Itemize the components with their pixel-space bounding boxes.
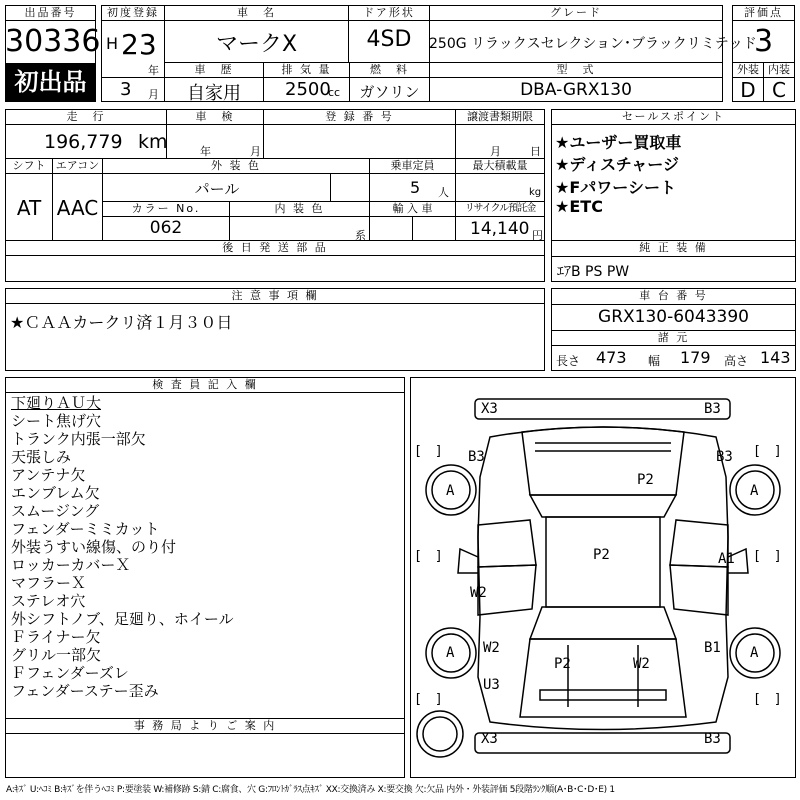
- color-label: 外 装 色: [102, 158, 370, 174]
- dims-label: 諸 元: [551, 330, 796, 346]
- chassis-label: 車 台 番 号: [551, 288, 796, 305]
- ac: AAC: [56, 196, 99, 220]
- mark-x3-front: X3: [481, 731, 498, 747]
- bracket-left-1: [ ]: [414, 444, 443, 459]
- disp-unit: cc: [328, 86, 341, 99]
- history: 自家用: [187, 83, 241, 104]
- parts-label: 後 日 発 送 部 品: [5, 240, 545, 256]
- rear-window: [530, 495, 676, 517]
- recycle-label: リサイクル預託金: [455, 201, 545, 217]
- inspector-line-2: シート焦げ穴: [11, 412, 102, 430]
- bracket-left-2: [ ]: [414, 549, 443, 564]
- name-label: 車 名: [164, 5, 349, 21]
- exterior-color: パール: [194, 180, 240, 198]
- insp-year-unit: 年: [200, 145, 211, 158]
- left-rear-door: [478, 520, 536, 567]
- inspector-line-11: マフラーＸ: [11, 574, 87, 592]
- intcolor-label: 内 装 色: [229, 201, 370, 217]
- mark-a-tire-rl: A: [446, 483, 455, 499]
- notes-label: 注 意 事 項 欄: [5, 288, 545, 304]
- mark-b1: B1: [704, 640, 721, 656]
- inspector-line-5: アンテナ欠: [11, 466, 86, 484]
- bracket-right-2: [ ]: [753, 549, 782, 564]
- chassis-number: GRX130-6043390: [598, 307, 749, 327]
- trunk-lid: [522, 427, 684, 495]
- colorno-label: カラー No.: [102, 201, 230, 217]
- ac-label: エアコン: [52, 158, 103, 174]
- bracket-right-1: [ ]: [753, 444, 782, 459]
- office-label: 事 務 局 よ り ご 案 内: [5, 718, 405, 734]
- inspector-line-16: Ｆフェンダーズレ: [11, 664, 129, 682]
- car-name: マークX: [215, 32, 298, 57]
- mark-b3-right: B3: [716, 449, 733, 465]
- reg-era: H: [106, 34, 119, 53]
- door-label: ドア形状: [348, 5, 430, 21]
- inspector-line-7: スムージング: [11, 502, 100, 520]
- height-label: 高さ: [724, 354, 749, 368]
- bracket-right-3: [ ]: [753, 692, 782, 707]
- inspector-line-15: グリル一部欠: [11, 646, 102, 664]
- spare-tire: [417, 711, 463, 757]
- shift: AT: [16, 196, 42, 220]
- front-bumper: [475, 733, 730, 753]
- lot-label: 出品番号: [5, 5, 96, 21]
- import-divider: [412, 216, 413, 241]
- color-number: 062: [149, 218, 183, 238]
- displacement: 2500: [285, 79, 331, 100]
- inspector-line-9: 外装うすい線傷、のり付: [11, 538, 177, 556]
- grille: [540, 690, 666, 700]
- length-label: 長さ: [556, 354, 581, 368]
- inspector-line-17: フェンダーステー歪み: [11, 682, 159, 700]
- model-label: 型 式: [429, 62, 723, 78]
- disp-label: 排 気 量: [263, 62, 350, 78]
- first-listing-text: 初出品: [14, 68, 87, 96]
- grade: 250G リラックスセレクション･ブラックリミテッド: [429, 36, 757, 52]
- parts-cell: [5, 255, 545, 282]
- inspector-line-8: フェンダーミミカット: [11, 520, 160, 538]
- recycle-unit: 円: [532, 229, 543, 242]
- plate-cell: [263, 124, 456, 159]
- grade-label: グレード: [429, 5, 723, 21]
- transfer-month-unit: 月: [490, 145, 501, 158]
- mark-w2-left: W2: [470, 585, 487, 601]
- mark-b3-front: B3: [704, 731, 721, 747]
- score-label: 評価点: [732, 5, 795, 21]
- windshield: [530, 607, 676, 639]
- mark-p2-trunk: P2: [637, 472, 654, 488]
- mark-b3-rear: B3: [704, 401, 721, 417]
- capacity-unit: 人: [438, 186, 449, 199]
- history-label: 車 歴: [164, 62, 264, 78]
- import-label: 輸 入 車: [369, 201, 456, 217]
- door-type: 4SD: [366, 27, 412, 52]
- inspector-line-4: 天張しみ: [11, 448, 72, 466]
- int-grade: C: [772, 78, 786, 102]
- equipment-label: 純 正 装 備: [551, 240, 796, 257]
- model: DBA-GRX130: [520, 80, 632, 100]
- inspection-label: 車 検: [166, 109, 264, 125]
- int-label: 内装: [763, 62, 795, 78]
- width-label: 幅: [648, 354, 661, 368]
- load-unit: kg: [529, 187, 542, 198]
- reg-label: 初度登録: [101, 5, 165, 21]
- mark-w2-hood: W2: [633, 656, 650, 672]
- capacity-label: 乗車定員: [369, 158, 456, 174]
- score: 3: [753, 24, 774, 59]
- plate-label: 登 録 番 号: [263, 109, 456, 125]
- length: 473: [596, 348, 627, 367]
- inspector-line-6: エンブレム欠: [11, 484, 100, 502]
- mileage-label: 走 行: [5, 109, 167, 125]
- color-divider: [330, 173, 331, 202]
- load-label: 最大積載量: [455, 158, 545, 174]
- width: 179: [680, 348, 711, 367]
- fuel: ガソリン: [359, 83, 420, 101]
- fuel-label: 燃 料: [349, 62, 430, 78]
- mark-w2-left2: W2: [483, 640, 500, 656]
- inspector-line-10: ロッカーカバーＸ: [11, 556, 131, 574]
- mileage: 196,779: [44, 131, 123, 153]
- capacity: 5: [410, 178, 421, 197]
- shift-label: シフト: [5, 158, 53, 174]
- body-outline: [478, 427, 728, 730]
- transfer-day-unit: 日: [530, 145, 541, 158]
- insp-month-unit: 月: [250, 145, 261, 158]
- mark-u3: U3: [483, 677, 500, 693]
- sales-point-4: ★ETC: [555, 197, 603, 216]
- intcolor-cell: [229, 216, 370, 241]
- ext-grade: D: [740, 78, 756, 102]
- left-mirror: [458, 549, 478, 573]
- sales-point-3: ★Fパワーシート: [555, 178, 676, 197]
- right-front-door: [670, 565, 728, 615]
- intcolor-unit: 系: [355, 229, 366, 242]
- mark-a-tire-fl: A: [446, 645, 455, 661]
- inspector-line-12: ステレオ穴: [11, 592, 86, 610]
- legend: A:ｷｽﾞ U:ﾍｺﾐ B:ｷｽﾞを伴うﾍｺﾐ P:要塗装 W:補修跡 S:錆 C:腐食、穴 G:ﾌﾛﾝﾄｶﾞﾗｽ点ｷｽﾞ XX:交換済み X:要交換 欠:欠品 内外・外装評価 5段階ﾗﾝｸ順(A･B･C･D･E) 1: [6, 785, 615, 795]
- inspector-line-3: トランク内張一部欠: [11, 430, 146, 448]
- sales-point-2: ★ディスチャージ: [555, 155, 679, 174]
- mark-x3-rear: X3: [481, 401, 498, 417]
- inspector-label: 検 査 員 記 入 欄: [5, 377, 405, 393]
- reg-year: 23: [121, 28, 157, 61]
- sales-label: セールスポイント: [551, 109, 796, 125]
- sales-point-1: ★ユーザー買取車: [555, 133, 682, 152]
- car-diagram: [410, 377, 796, 778]
- ext-label: 外装: [732, 62, 764, 78]
- mark-p2-hood: P2: [554, 656, 571, 672]
- inspector-line-13: 外シフトノブ、足廻り、ホイール: [11, 610, 234, 628]
- bracket-left-3: [ ]: [414, 692, 443, 707]
- mileage-unit: km: [138, 131, 168, 153]
- mark-a1: A1: [718, 551, 735, 567]
- mark-b3-left: B3: [468, 449, 485, 465]
- inspector-line-14: Ｆライナー欠: [11, 628, 101, 646]
- mark-p2-roof: P2: [593, 547, 610, 563]
- notes: ★ＣＡＡカークリ済１月３０日: [10, 313, 233, 332]
- equipment: ｴｱB PS PW: [557, 264, 630, 280]
- rear-bumper: [475, 399, 730, 419]
- reg-year-unit: 年: [148, 64, 159, 77]
- mark-a-tire-fr: A: [750, 645, 759, 661]
- mark-a-tire-rr: A: [750, 483, 759, 499]
- lot-number: 30336: [5, 24, 101, 59]
- hood: [520, 639, 686, 717]
- height: 143: [760, 348, 791, 367]
- reg-month: 3: [120, 79, 132, 100]
- transfer-label: 譲渡書類期限: [455, 109, 545, 125]
- recycle: 14,140: [470, 219, 530, 239]
- inspector-line-1: 下廻りＡＵ大: [11, 394, 102, 412]
- office-cell: [5, 733, 405, 778]
- reg-month-unit: 月: [148, 88, 159, 101]
